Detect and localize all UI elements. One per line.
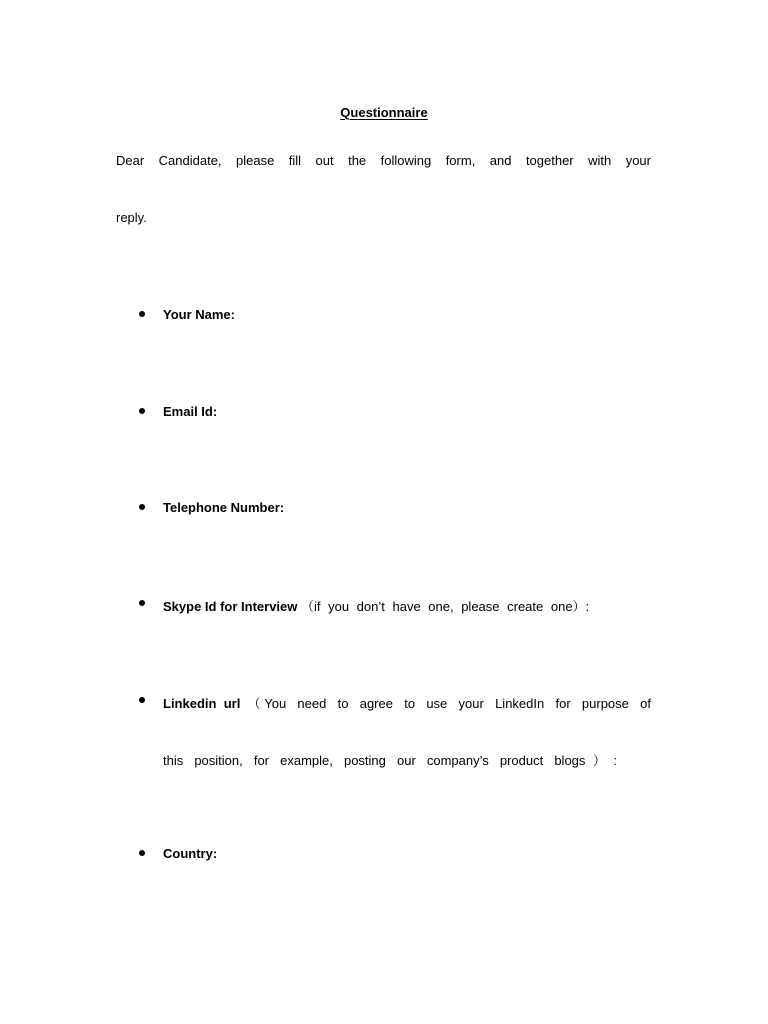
field-label: Linkedin url <box>163 696 241 711</box>
intro-line: reply. <box>116 210 147 225</box>
bullet-icon <box>139 697 145 703</box>
field-label: Country: <box>163 846 218 861</box>
field-label: Your Name: <box>163 307 235 322</box>
field-label: Email Id: <box>163 404 218 419</box>
page-title: Questionnaire <box>340 105 428 120</box>
field-label: Skype Id for Interview <box>163 599 298 614</box>
field-note: （if you don’t have one, please create one）: <box>301 599 590 614</box>
field-label: Telephone Number: <box>163 500 285 515</box>
field-note: （You need to agree to use your LinkedIn for purpose of <box>247 696 651 711</box>
field-note-continuation: this position, for example, posting our company’s product blogs）: <box>163 753 617 768</box>
bullet-icon <box>139 504 145 510</box>
item-line <box>163 693 651 712</box>
bullet-icon <box>139 311 145 317</box>
intro-line: Dear Candidate, please fill out the following form, and together with your <box>116 153 651 168</box>
bullet-icon <box>139 408 145 414</box>
bullet-icon <box>139 850 145 856</box>
bullet-icon <box>139 600 145 606</box>
